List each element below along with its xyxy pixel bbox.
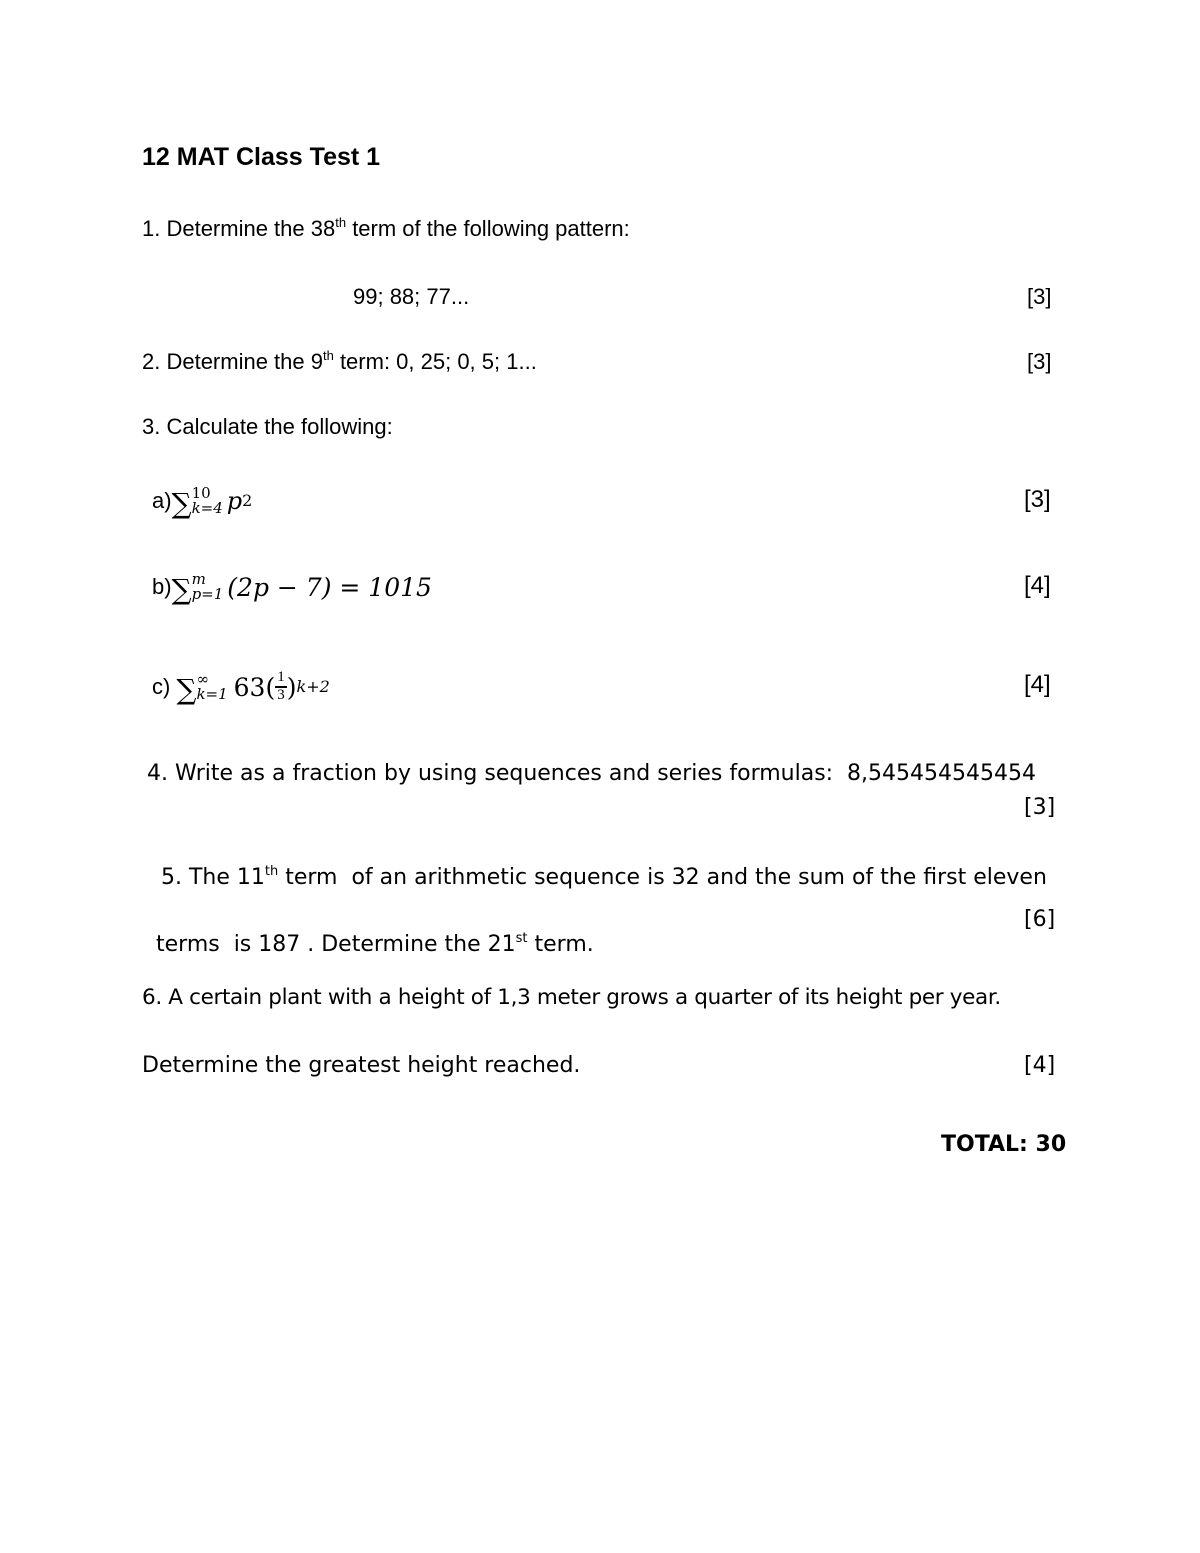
question-2-marks: [3] (1027, 349, 1052, 374)
question-3b (152, 562, 432, 612)
question-5-suffix: term of an arithmetic sequence is 32 and the sum of the first eleven (278, 865, 1047, 890)
question-3a-lower: k=4 (191, 499, 223, 517)
question-2-suffix: term: 0, 25; 0, 5; 1... (333, 349, 537, 374)
question-5-prefix: 5. The 11 (161, 865, 265, 890)
question-3c-limits (196, 672, 227, 702)
question-1-pattern: 99; 88; 77... (353, 284, 470, 309)
sigma-symbol: ∑ (171, 486, 192, 520)
question-1 (142, 216, 630, 242)
question-5-sup: th (264, 864, 279, 879)
question-4-marks: [3] (1024, 795, 1056, 820)
question-3b-expr: (2p − 7) = 1015 (227, 572, 432, 602)
question-3c-coef: 63( (233, 672, 276, 702)
question-3a-upper: 10 (191, 484, 211, 502)
question-3a: a) ∑ 10 k=4 p 2 (152, 484, 253, 520)
question-6-line-2: Determine the greatest height reached. (142, 1053, 581, 1078)
question-6-marks: [4] (1024, 1053, 1056, 1078)
question-2 (142, 349, 537, 375)
sigma-symbol: ∑ (171, 572, 192, 606)
question-3b-limits (192, 572, 224, 602)
fraction-denominator: 3 (277, 687, 285, 703)
question-3a-label: a) (152, 488, 172, 513)
page-title: 12 MAT Class Test 1 (142, 143, 381, 171)
question-3b-upper: m (191, 570, 206, 588)
question-3c-upper: ∞ (196, 670, 209, 688)
question-1-prefix: 1. Determine the 38 (142, 216, 336, 241)
fraction-numerator: 1 (275, 670, 287, 688)
total-marks: TOTAL: 30 (941, 1132, 1067, 1157)
question-3c: c) ∑ ∞ k=1 63( $\frac{1}{3}$ ) k+2 (152, 669, 330, 706)
question-3c-fraction (275, 670, 287, 704)
question-3b-label: b) (152, 574, 172, 599)
question-2-prefix: 2. Determine the 9 (142, 349, 323, 374)
question-3a-limits (192, 486, 223, 516)
question-5-line2-prefix: terms is 187 . Determine the 21 (156, 932, 516, 957)
question-3a-marks: [3] (1024, 486, 1051, 513)
question-1-suffix: term of the following pattern: (346, 216, 630, 241)
sigma-symbol: ∑ (176, 672, 197, 706)
question-1-sup: th (335, 215, 347, 230)
question-3c-label: c) (152, 674, 177, 699)
question-4: 4. Write as a fraction by using sequences and series formulas: 8,545454545454 (147, 761, 1037, 786)
question-3c-close: ) (286, 672, 297, 702)
question-5-line-1 (147, 840, 1047, 890)
question-3b-marks: [4] (1024, 572, 1051, 599)
question-3a-expr: p (226, 487, 243, 515)
question-5-marks: [6] (1024, 907, 1056, 932)
question-3b-lower: p=1 (191, 585, 224, 603)
question-5-line2-sup: st (515, 931, 528, 946)
question-3c-marks: [4] (1024, 671, 1051, 698)
question-5-line2-suffix: term. (527, 932, 594, 957)
question-2-sup: th (322, 348, 334, 363)
question-1-marks: [3] (1027, 284, 1052, 309)
question-6-line-1: 6. A certain plant with a height of 1,3 meter grows a quarter of its height per year. (142, 985, 1001, 1010)
question-5-line-2 (142, 907, 594, 957)
question-3c-lower: k=1 (196, 685, 228, 703)
question-3: 3. Calculate the following: (142, 414, 393, 439)
